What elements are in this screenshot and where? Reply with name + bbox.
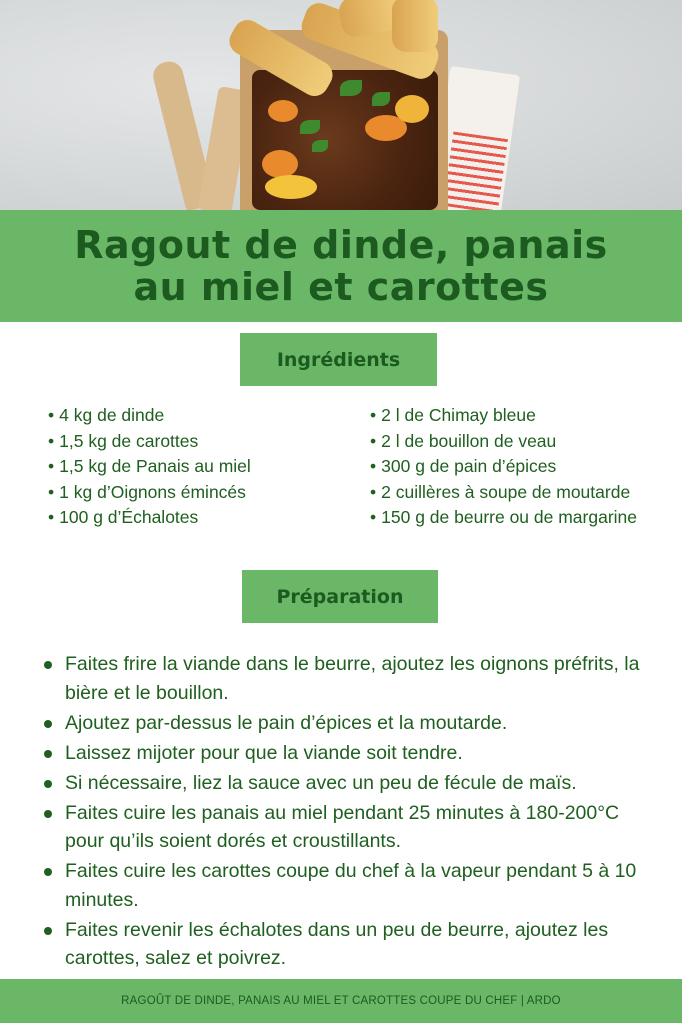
herb-leaf xyxy=(312,140,328,152)
step-text: Faites frire la viande dans le beurre, ajoutez les oignons préfrits, la bière et le bouillon. xyxy=(65,653,640,704)
herb-leaf xyxy=(300,120,320,134)
preparation-step xyxy=(44,739,659,768)
bullet-icon xyxy=(44,810,52,818)
title-band xyxy=(0,210,682,322)
preparation-step xyxy=(44,769,659,798)
parsnip-piece xyxy=(392,0,438,52)
step-text: Faites cuire les panais au miel pendant 25 minutes à 180-200°C pour qu’ils soient dorés et croustillants. xyxy=(65,801,620,852)
bullet-icon xyxy=(44,661,52,669)
ingredient-item: • 4 kg de dinde xyxy=(48,403,251,429)
preparation-step xyxy=(44,799,659,856)
ingredient-item: • 2 l de bouillon de veau xyxy=(370,429,637,455)
step-text: Si nécessaire, liez la sauce avec un peu de fécule de maïs. xyxy=(65,771,577,794)
preparation-heading xyxy=(242,570,438,623)
ingredient-item: • 300 g de pain d’épices xyxy=(370,454,637,480)
ingredient-item: • 150 g de beurre ou de margarine xyxy=(370,505,637,531)
preparation-step xyxy=(44,857,659,914)
ingredients-list-right xyxy=(370,403,637,531)
preparation-steps xyxy=(44,650,659,974)
napkin-stripes xyxy=(443,132,508,210)
ingredients-list-left xyxy=(48,403,251,531)
recipe-title: Ragout de dinde, panais au miel et carottes xyxy=(74,223,608,309)
ingredient-item: • 2 l de Chimay bleue xyxy=(370,403,637,429)
ingredient-item: • 1 kg d’Oignons émincés xyxy=(48,480,251,506)
step-text: Faites cuire les carottes coupe du chef à la vapeur pendant 5 à 10 minutes. xyxy=(65,860,637,911)
carrot-slice xyxy=(262,150,298,178)
preparation-step xyxy=(44,916,659,973)
bullet-icon xyxy=(44,780,52,788)
ingredient-item: • 1,5 kg de carottes xyxy=(48,429,251,455)
herb-leaf xyxy=(340,80,362,96)
carrot-slice xyxy=(395,95,429,123)
footer-band xyxy=(0,979,682,1023)
carrot-slice xyxy=(265,175,317,199)
step-text: Ajoutez par-dessus le pain d’épices et la moutarde. xyxy=(65,711,508,734)
preparation-step xyxy=(44,650,659,707)
bullet-icon xyxy=(44,927,52,935)
step-text: Faites revenir les échalotes dans un peu de beurre, ajoutez les carottes, salez et poivrez. xyxy=(65,918,609,969)
preparation-step xyxy=(44,709,659,738)
preparation-heading-label: Préparation xyxy=(276,585,404,608)
ingredient-item: • 100 g d’Échalotes xyxy=(48,505,251,531)
carrot-slice xyxy=(268,100,298,122)
herb-leaf xyxy=(372,92,390,106)
ingredient-item: • 1,5 kg de Panais au miel xyxy=(48,454,251,480)
step-text: Laissez mijoter pour que la viande soit tendre. xyxy=(65,741,463,764)
footer-text: RAGOÛT DE DINDE, PANAIS AU MIEL ET CAROTTES COUPE DU CHEF | ARDO xyxy=(121,995,561,1007)
ingredient-item: • 2 cuillères à soupe de moutarde xyxy=(370,480,637,506)
bullet-icon xyxy=(44,720,52,728)
dish-photo xyxy=(0,0,682,210)
bullet-icon xyxy=(44,868,52,876)
ingredients-heading xyxy=(240,333,437,386)
bullet-icon xyxy=(44,750,52,758)
ingredients-heading-label: Ingrédients xyxy=(276,348,401,371)
